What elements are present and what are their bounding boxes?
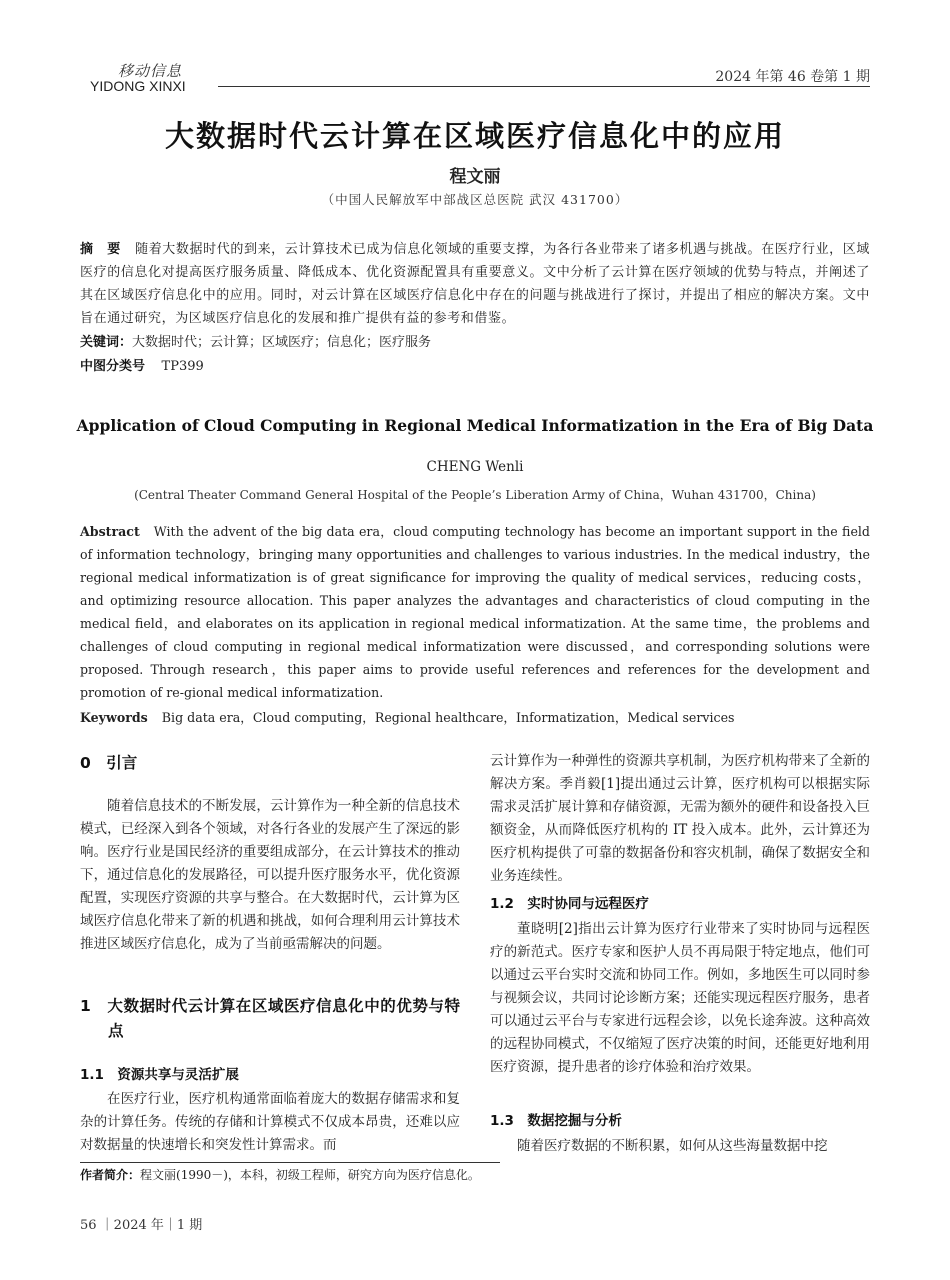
abstract-cn-text: 随着大数据时代的到来，云计算技术已成为信息化领域的重要支撑，为各行各业带来了诸多机遇与挑战。在医疗行业，区域医疗的信息化对提高医疗服务质量、降低成本、优化资源配置具有重要意义。文中分析了云计算在医疗领域的优势与特点，并阐述了其在区域医疗信息化中的应用。同时，对云计算在区域医疗信息化中存在的问题与挑战进行了探讨，并提出了相应的解决方案。文中旨在通过研究，为区域医疗信息化的发展和推广提供有益的参考和借鉴。 [80, 242, 870, 326]
header-rule [218, 86, 870, 87]
author-footnote [80, 1166, 480, 1183]
abstract-en [80, 520, 870, 704]
keywords-en [80, 707, 735, 726]
section-0-paragraph: 随着信息技术的不断发展，云计算作为一种全新的信息技术模式，已经深入到各个领域，对各行各业的发展产生了深远的影响。医疗行业是国民经济的重要组成部分，在云计算技术的推动下，通过信息化的发展路径，可以提升医疗服务水平，优化资源配置，实现医疗资源的共享与整合。在大数据时代，云计算为区域医疗信息化带来了新的机遇和挑战，如何合理利用云计算技术推进区域医疗信息化，成为了当前亟需解决的问题。 [80, 798, 460, 952]
section-1-3-heading: 1.3 数据挖掘与分析 [490, 1113, 622, 1129]
section-1-2-heading: 1.2 实时协同与远程医疗 [490, 896, 649, 912]
page-footer: 56 ｜2024 年｜1 期 [80, 1218, 203, 1233]
abstract-en-text: With the advent of the big data era，cloud computing technology has become an important support in the field of information technology，bringing many opportunities and challenges to various industries. In the medical industry，the regional medical informatization is of great significance for improving the quality of medical services，reducing costs，and optimizing resource allocation. This paper analyzes the advantages and characteristics of cloud computing in the medical field，and elaborates on its application in regional medical informatization. At the same time，the problems and challenges of cloud computing in regional medical informatization were discussed，and corresponding solutions were proposed. Through research，this paper aims to provide useful references and references for the development and promotion of re-gional medical informatization. [80, 524, 870, 700]
keywords-cn [80, 331, 431, 350]
classification-cn [80, 355, 204, 374]
issue-info: 2024 年第 46 卷第 1 期 [715, 69, 870, 85]
abstract-cn-label: 摘 要 [80, 242, 121, 257]
journal-name-cn: 移动信息 [118, 62, 183, 80]
section-1-heading: 1 大数据时代云计算在区域医疗信息化中的优势与特点 [80, 997, 460, 1040]
keywords-en-text: Big data era，Cloud computing，Regional healthcare，Informatization，Medical services [161, 710, 735, 725]
journal-name-en: YIDONG XINXI [90, 78, 186, 94]
affiliation-cn: （中国人民解放军中部战区总医院 武汉 431700） [321, 192, 629, 207]
keywords-cn-label: 关键词： [80, 335, 133, 350]
paper-title-en: Application of Cloud Computing in Regional Medical Informatization in the Era of Big Data [76, 416, 874, 435]
classification-code: TP399 [161, 359, 204, 374]
abstract-en-label: Abstract [80, 524, 140, 539]
section-1-1-heading: 1.1 资源共享与灵活扩展 [80, 1067, 239, 1083]
footnote-label: 作者简介： [80, 1168, 141, 1182]
paper-title-cn: 大数据时代云计算在区域医疗信息化中的应用 [164, 119, 785, 153]
section-1-2-paragraph: 董晓明[2]指出云计算为医疗行业带来了实时协同与远程医疗的新范式。医疗专家和医护人员不再局限于特定地点，他们可以通过云平台实时交流和协同工作。例如，多地医生可以同时参与视频会议，共同讨论诊断方案；还能实现远程医疗服务，患者可以通过云平台与专家进行远程会诊，以免长途奔波。这种高效的远程协同模式，不仅缩短了医疗决策的时间，还能更好地利用医疗资源，提升患者的诊疗体验和治疗效果。 [490, 921, 870, 1075]
section-0-heading: 0 引言 [80, 754, 138, 772]
footnote-text: 程文丽(1990－)，本科，初级工程师，研究方向为医疗信息化。 [140, 1168, 480, 1182]
section-1-1-paragraph: 在医疗行业，医疗机构通常面临着庞大的数据存储需求和复杂的计算任务。传统的存储和计算模式不仅成本昂贵，还难以应对数据量的快速增长和突发性计算需求。而 [80, 1091, 460, 1153]
author-en: CHENG Wenli [426, 459, 524, 475]
section-1-3-paragraph: 随着医疗数据的不断积累，如何从这些海量数据中挖 [517, 1138, 828, 1154]
classification-label: 中图分类号 [80, 359, 146, 374]
author-cn: 程文丽 [449, 167, 501, 187]
affiliation-en: (Central Theater Command General Hospital of the People’s Liberation Army of China，Wuhan 431700，China) [134, 488, 816, 502]
keywords-en-label: Keywords [80, 710, 148, 725]
footnote-rule [80, 1162, 500, 1163]
abstract-cn [80, 238, 870, 330]
right-column-continuation: 云计算作为一种弹性的资源共享机制，为医疗机构带来了全新的解决方案。季肖毅[1]提出通过云计算，医疗机构可以根据实际需求灵活扩展计算和存储资源，无需为额外的硬件和设备投入巨额资金，从而降低医疗机构的 IT 投入成本。此外，云计算还为医疗机构提供了可靠的数据备份和容灾机制，确保了数据安全和业务连续性。 [490, 753, 870, 884]
keywords-cn-text: 大数据时代；云计算；区域医疗；信息化；医疗服务 [132, 335, 432, 350]
